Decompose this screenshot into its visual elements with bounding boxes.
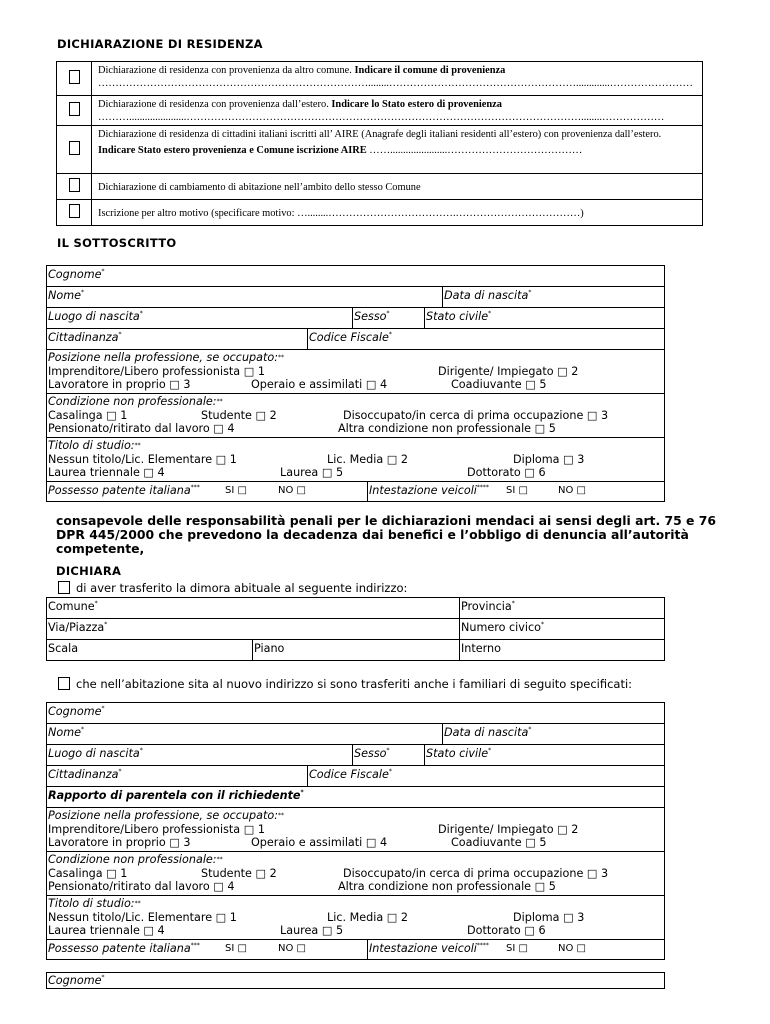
option-3: Dichiarazione di residenza di cittadini italiani iscritti all’ AIRE (Anagrafe degli italiani residenti all’estero) con provenienza dall’estero. Indicare Stato estero provenienza e Comune iscrizione AIRE ……......................………………………………… <box>92 126 703 174</box>
option-4: Dichiarazione di cambiamento di abitazione nell’ambito dello stesso Comune <box>92 174 703 200</box>
page-title: DICHIARAZIONE DI RESIDENZA <box>57 37 263 51</box>
option-2: Dichiarazione di residenza con provenienza dall’estero. Indicare lo Stato estero di provenienza ………......................……………………………………………………………………………………………………........……………… <box>92 96 703 126</box>
family-member-form: Cognome* Nome* Data di nascita* Luogo di nascita* Sesso* Stato civile* Cittadinanza* Codice Fiscale* Rapporto di parentela con il richiedente* Posizione nella professione, se occupato:** Imprenditore/Libero professionista □ 1 Dirigente/ Impiegato □ 2 Lavoratore in proprio □ 3 Operaio e assimilati □ 4 Coadiuvante □ 5 Condizione non professionale:** Casalinga □ 1 Studente □ 2 Disoccupato/in cerca di prima occupazione □ 3 Pensionato/ritirato dal lavoro □ 4 Altra condizione non professionale □ 5 Titolo di studio:** Nessun titolo/Lic. Elementare □ 1 Lic. Media □ 2 Diploma □ 3 Laurea triennale □ 4 Laurea □ 5 Dottorato □ 6 Possesso patente italiana*** SI □ NO □ Intestazione veicoli**** SI □ NO □ <box>46 702 665 960</box>
trasferito-checkbox[interactable] <box>58 581 70 594</box>
option-checkbox-5[interactable] <box>69 204 80 218</box>
dichiara-heading: DICHIARA <box>56 564 122 578</box>
option-checkbox-4[interactable] <box>69 178 80 192</box>
sottoscritto-heading: IL SOTTOSCRITTO <box>57 236 177 250</box>
next-family-member-form: Cognome* <box>46 972 665 989</box>
option-checkbox-3[interactable] <box>69 141 80 155</box>
applicant-form: Cognome* Nome* Data di nascita* Luogo di nascita* Sesso* Stato civile* Cittadinanza* Codice Fiscale* Posizione nella professione, se occupato:** Imprenditore/Libero professionista □ 1 Dirigente/ Impiegato □ 2 Lavoratore in proprio □ 3 Operaio e assimilati □ 4 Coadiuvante □ 5 Condizione non professionale:** Casalinga □ 1 Studente □ 2 Disoccupato/in cerca di prima occupazione □ 3 Pensionato/ritirato dal lavoro □ 4 Altra condizione non professionale □ 5 Titolo di studio:** Nessun titolo/Lic. Elementare □ 1 Lic. Media □ 2 Diploma □ 3 Laurea triennale □ 4 Laurea □ 5 Dottorato □ 6 Possesso patente italiana*** SI □ NO □ Intestazione veicoli**** SI □ NO □ <box>46 265 665 502</box>
residence-type-table <box>56 61 703 226</box>
address-form: Comune* Provincia* Via/Piazza* Numero civico* Scala Piano Interno <box>46 597 665 661</box>
option-checkbox-1[interactable] <box>69 70 80 84</box>
option-1: Dichiarazione di residenza con provenienza da altro comune. Indicare il comune di provenienza ……………………………………………………………………........……………………………………………….............…………………… <box>92 62 703 96</box>
trasferito-line: di aver trasferito la dimora abituale al seguente indirizzo: <box>58 581 407 595</box>
option-5: Iscrizione per altro motivo (specificare motivo: …........……………………………….………………………………) <box>92 200 703 226</box>
familiari-checkbox[interactable] <box>58 677 70 690</box>
option-checkbox-2[interactable] <box>69 102 80 116</box>
consapevole-paragraph: consapevole delle responsabilità penali per le dichiarazioni mendaci ai sensi degli art. 75 e 76 DPR 445/2000 che prevedono la decadenza dai benefici e l’obbligo di denuncia all’autorità competente, <box>56 513 717 556</box>
familiari-line: che nell’abitazione sita al nuovo indirizzo si sono trasferiti anche i familiari di seguito specificati: <box>58 677 632 691</box>
rapporto-label: Rapporto di parentela con il richiedente* <box>48 789 304 802</box>
